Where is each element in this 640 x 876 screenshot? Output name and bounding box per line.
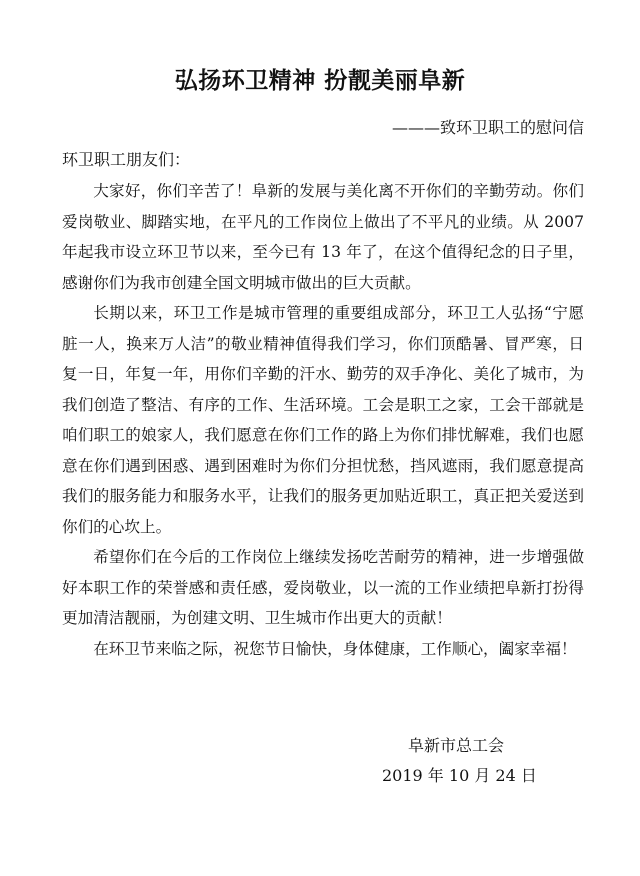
paragraph-contribution: 长期以来，环卫工作是城市管理的重要组成部分，环卫工人弘扬“宁愿脏一人，换来万人洁”的敬业精神值得我们学习，你们顶酷暑、冒严寒，日复一日，年复一年，用你们辛勤的汗水、勤劳的双手净化、美化了城市，为我们创造了整洁、有序的工作、生活环境。工会是职工之家，工会干部就是咱们职工的娘家人，我们愿意在你们工作的路上为你们排忧解难，我们也愿意在你们遇到困惑、遇到困难时为你们分担忧愁，挡风遮雨，我们愿意提高我们的服务能力和服务水平，让我们的服务更加贴近职工，真正把关爱送到你们的心坎上。 [62,304,584,536]
letter-title: 弘扬环卫精神 扮靓美丽阜新 [174,68,466,94]
paragraph-greeting: 大家好，你们辛苦了！阜新的发展与美化离不开你们的辛勤劳动。你们爱岗敬业、脚踏实地，在平凡的工作岗位上做出了不平凡的业绩。从 2007 年起我市设立环卫节以来，至今已有 13 年了，在这个值得纪念的日子里，感谢你们为我市创建全国文明城市做出的巨大贡献。 [62,182,584,292]
letter-date: 2019 年 10 月 24 日 [382,766,537,785]
letter-salutation: 环卫职工朋友们： [62,150,191,169]
letter-subtitle: ———致环卫职工的慰问信 [391,118,584,137]
paragraph-wishes: 在环卫节来临之际，祝您节日愉快，身体健康，工作顺心，阖家幸福！ [93,639,577,658]
paragraph-hope: 希望你们在今后的工作岗位上继续发扬吃苦耐劳的精神，进一步增强做好本职工作的荣誉感和责任感，爱岗敬业，以一流的工作业绩把阜新打扮得更加清洁靓丽，为创建文明、卫生城市作出更大的贡献！ [62,548,584,627]
letter-signature: 阜新市总工会 [408,736,505,755]
letter-body [62,176,584,664]
